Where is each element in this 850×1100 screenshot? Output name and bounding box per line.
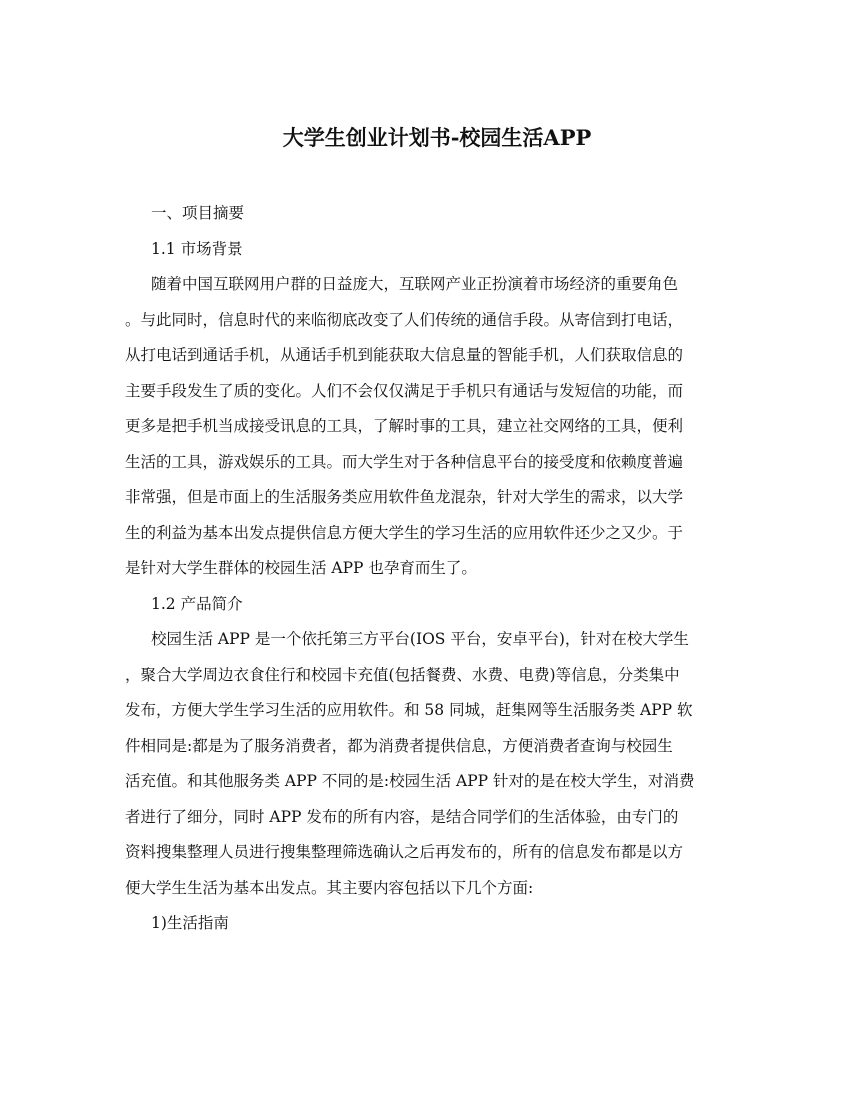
paragraph-line: ，聚合大学周边衣食住行和校园卡充值(包括餐费、水费、电费)等信息，分类集中 [125, 665, 680, 684]
paragraph-line: 是针对大学生群体的校园生活 APP 也孕育而生了。 [125, 559, 477, 577]
paragraph-line: 校园生活 APP 是一个依托第三方平台(IOS 平台，安卓平台)，针对在校大学生 [151, 630, 689, 648]
heading-project-summary: 一、项目摘要 [151, 204, 245, 222]
paragraph-line: 便大学生生活为基本出发点。其主要内容包括以下几个方面: [125, 878, 534, 897]
paragraph-line: 资料搜集整理人员进行搜集整理筛选确认之后再发布的，所有的信息发布都是以方 [125, 843, 684, 861]
paragraph-line: 主要手段发生了质的变化。人们不会仅仅满足于手机只有通话与发短信的功能，而 [125, 381, 684, 400]
heading-market-background: 1.1 市场背景 [151, 239, 243, 258]
paragraph-line: 件相同是:都是为了服务消费者，都为消费者提供信息，方便消费者查询与校园生 [125, 736, 673, 755]
paragraph-line: 活充值。和其他服务类 APP 不同的是:校园生活 APP 针对的是在校大学生，对消费 [125, 772, 695, 790]
document-body [125, 196, 725, 942]
paragraph-line: 生的利益为基本出发点提供信息方便大学生的学习生活的应用软件还少之又少。于 [125, 523, 684, 542]
paragraph-line: 更多是把手机当成接受讯息的工具，了解时事的工具，建立社交网络的工具，便利 [125, 417, 684, 435]
document-title: 大学生创业计划书-校园生活APP [282, 125, 592, 150]
paragraph-line: 随着中国互联网用户群的日益庞大，互联网产业正扮演着市场经济的重要角色 [151, 275, 679, 293]
paragraph-line: 者进行了细分，同时 APP 发布的所有内容，是结合同学们的生活体验，由专门的 [125, 807, 679, 826]
paragraph-line: 发布，方便大学生学习生活的应用软件。和 58 同城，赶集网等生活服务类 APP 软 [125, 701, 693, 719]
heading-product-intro: 1.2 产品简介 [151, 594, 243, 613]
paragraph-line: 从打电话到通话手机，从通话手机到能获取大信息量的智能手机，人们获取信息的 [125, 346, 684, 364]
heading-life-guide: 1)生活指南 [151, 914, 229, 932]
paragraph-line: 。与此同时，信息时代的来临彻底改变了人们传统的通信手段。从寄信到打电话， [125, 310, 684, 329]
paragraph-line: 非常强，但是市面上的生活服务类应用软件鱼龙混杂，针对大学生的需求，以大学 [125, 488, 684, 506]
paragraph-line: 生活的工具，游戏娱乐的工具。而大学生对于各种信息平台的接受度和依赖度普遍 [125, 452, 684, 471]
